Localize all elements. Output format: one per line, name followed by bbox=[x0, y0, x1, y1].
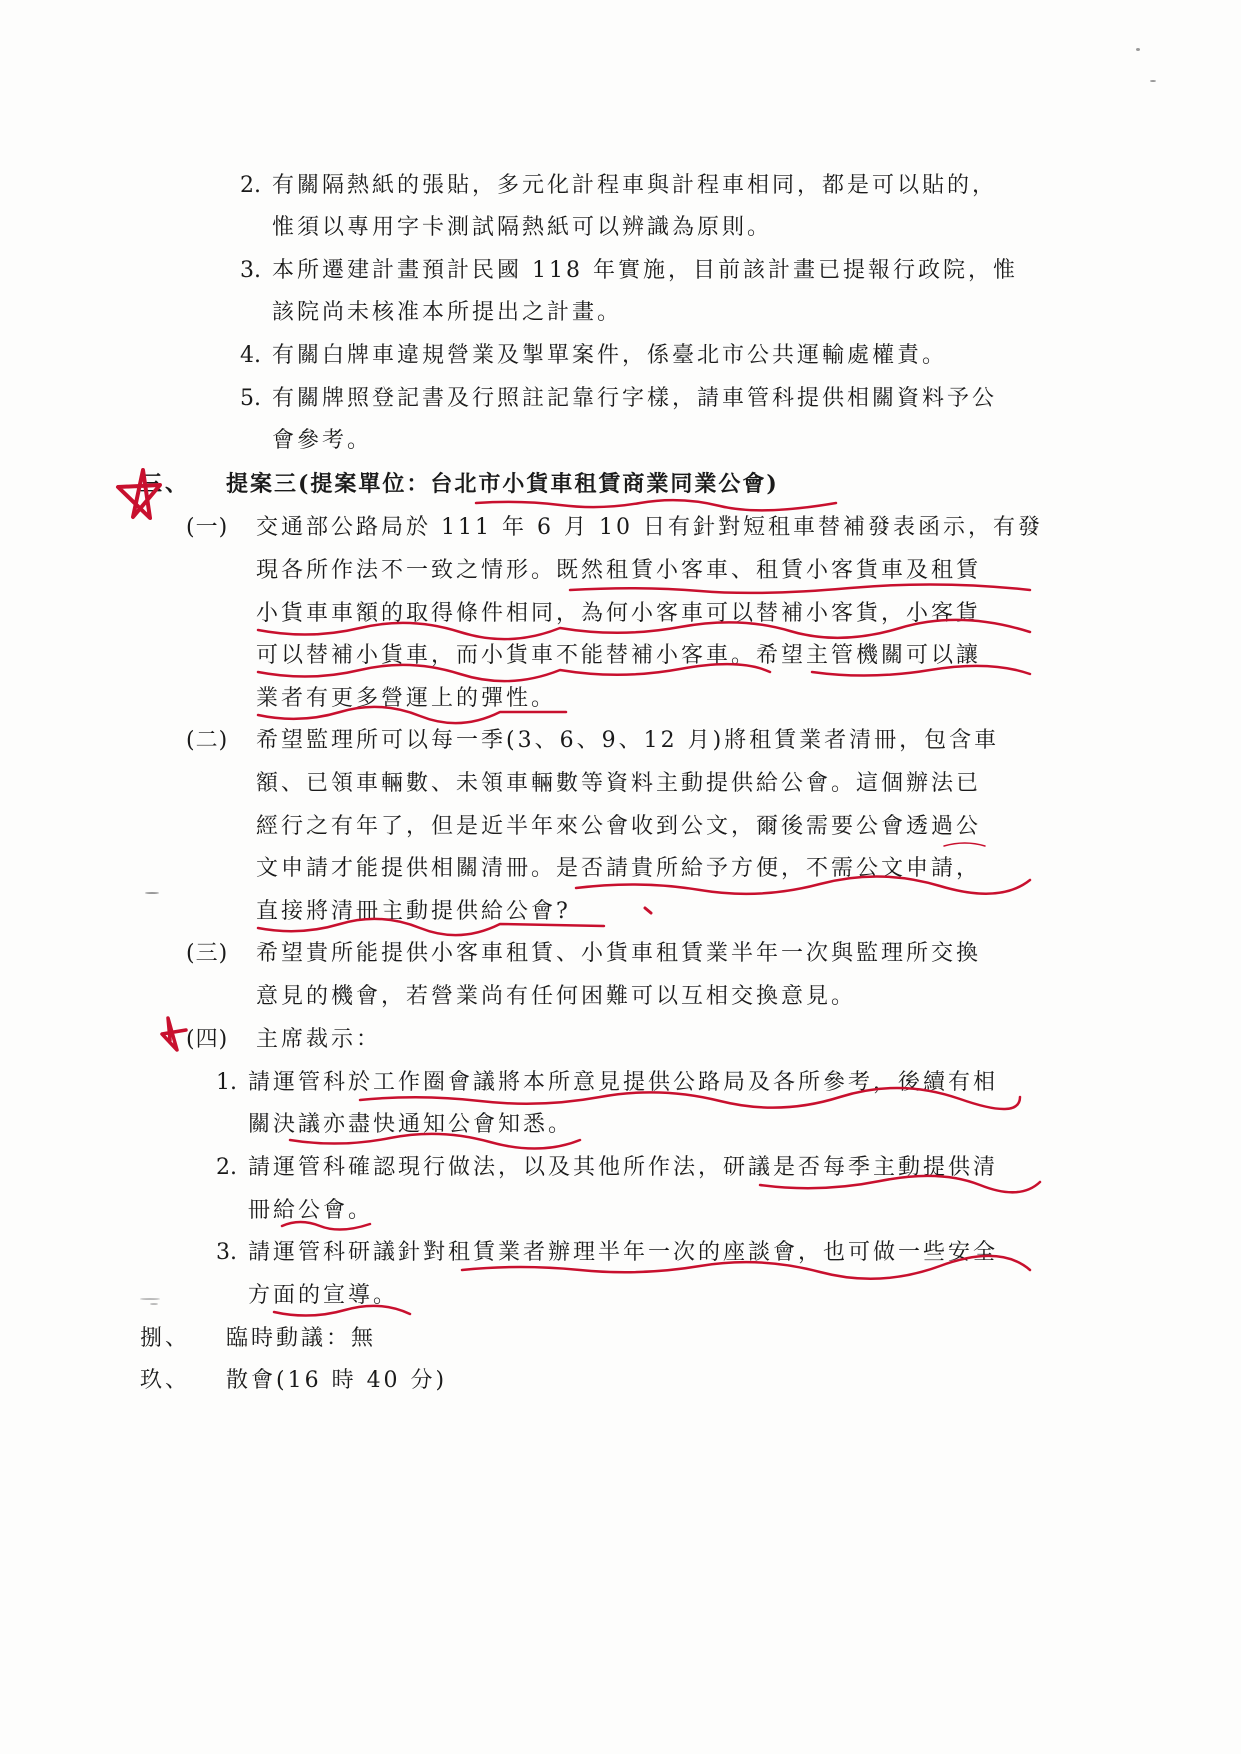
section-3-number: 三、 bbox=[140, 471, 191, 497]
scan-speck bbox=[140, 1298, 160, 1300]
para-2-line-3: 經行之有年了，但是近半年來公會收到公文，爾後需要公會透過公 bbox=[256, 814, 982, 839]
para-1-line-1: 交通部公路局於 111 年 6 月 10 日有針對短租車替補發表函示，有發 bbox=[256, 515, 1043, 540]
item-3-line-2: 該院尚未核准本所提出之計畫。 bbox=[272, 300, 623, 325]
para-2-line-2: 額、已領車輛數、未領車輛數等資料主動提供給公會。這個辦法已 bbox=[256, 771, 982, 796]
item-2-line-1: 有關隔熱紙的張貼，多元化計程車與計程車相同，都是可以貼的， bbox=[272, 173, 998, 198]
resolution-number: 1. bbox=[216, 1070, 237, 1095]
section-8-text: 臨時動議：無 bbox=[226, 1326, 377, 1351]
item-2-line-2: 惟須以專用字卡測試隔熱紙可以辨識為原則。 bbox=[272, 215, 773, 240]
resolution-3-line-1: 請運管科研議針對租賃業者辦理半年一次的座談會，也可做一些安全 bbox=[248, 1240, 999, 1265]
resolution-number: 3. bbox=[216, 1240, 237, 1265]
item-5-line-1: 有關牌照登記書及行照註記靠行字樣，請車管科提供相關資料予公 bbox=[272, 386, 998, 411]
para-1-number: (一) bbox=[186, 515, 229, 540]
scan-speck bbox=[145, 892, 159, 894]
para-3-line-1: 希望貴所能提供小客車租賃、小貨車租賃業半年一次與監理所交換 bbox=[256, 941, 982, 966]
para-1-line-4: 可以替補小貨車，而小貨車不能替補小客車。希望主管機關可以讓 bbox=[256, 643, 982, 668]
item-number: 4. bbox=[240, 343, 261, 368]
resolution-1-line-1: 請運管科於工作圈會議將本所意見提供公路局及各所參考，後續有相 bbox=[248, 1070, 999, 1095]
section-3-title: 提案三(提案單位：台北市小貨車租賃商業同業公會) bbox=[226, 471, 779, 497]
para-2-line-1: 希望監理所可以每一季(3、6、9、12 月)將租賃業者清冊，包含車 bbox=[256, 728, 1000, 753]
item-3-line-1: 本所遷建計畫預計民國 118 年實施，目前該計畫已提報行政院，惟 bbox=[272, 258, 1018, 283]
resolution-2-line-1: 請運管科確認現行做法，以及其他所作法，研議是否每季主動提供清 bbox=[248, 1155, 999, 1180]
para-3-line-2: 意見的機會，若營業尚有任何困難可以互相交換意見。 bbox=[256, 984, 857, 1009]
para-4-title: 主席裁示： bbox=[256, 1027, 382, 1052]
para-1-line-3: 小貨車車額的取得條件相同，為何小客車可以替補小客貨，小客貨 bbox=[256, 601, 982, 626]
item-number: 3. bbox=[240, 258, 261, 283]
item-number: 5. bbox=[240, 386, 261, 411]
section-8-number: 捌、 bbox=[140, 1326, 191, 1351]
scan-speck bbox=[150, 1303, 158, 1305]
para-3-number: (三) bbox=[186, 941, 229, 966]
resolution-number: 2. bbox=[216, 1155, 237, 1180]
item-5-line-2: 會參考。 bbox=[272, 428, 373, 453]
para-2-number: (二) bbox=[186, 728, 229, 753]
scan-speck bbox=[1136, 48, 1140, 51]
ink-underline bbox=[476, 500, 836, 510]
section-9-text: 散會(16 時 40 分) bbox=[226, 1368, 448, 1393]
scan-speck bbox=[1150, 80, 1156, 82]
resolution-2-line-2: 冊給公會。 bbox=[248, 1198, 374, 1223]
resolution-3-line-2: 方面的宣導。 bbox=[248, 1283, 399, 1308]
red-star-mark bbox=[162, 1018, 186, 1050]
item-4-line-1: 有關白牌車違規營業及掣單案件，係臺北市公共運輸處權責。 bbox=[272, 343, 948, 368]
item-number: 2. bbox=[240, 173, 261, 198]
para-2-line-4: 文申請才能提供相關清冊。是否請貴所給予方便，不需公文申請， bbox=[256, 856, 982, 881]
resolution-1-line-2: 關決議亦盡快通知公會知悉。 bbox=[248, 1112, 574, 1137]
para-1-line-5: 業者有更多營運上的彈性。 bbox=[256, 686, 557, 711]
ink-underline bbox=[944, 843, 985, 846]
section-9-number: 玖、 bbox=[140, 1368, 191, 1393]
para-1-line-2: 現各所作法不一致之情形。既然租賃小客車、租賃小客貨車及租賃 bbox=[256, 558, 982, 583]
ink-dot bbox=[645, 908, 651, 913]
para-2-line-5: 直接將清冊主動提供給公會? bbox=[256, 899, 571, 924]
para-4-number: (四) bbox=[186, 1027, 229, 1052]
